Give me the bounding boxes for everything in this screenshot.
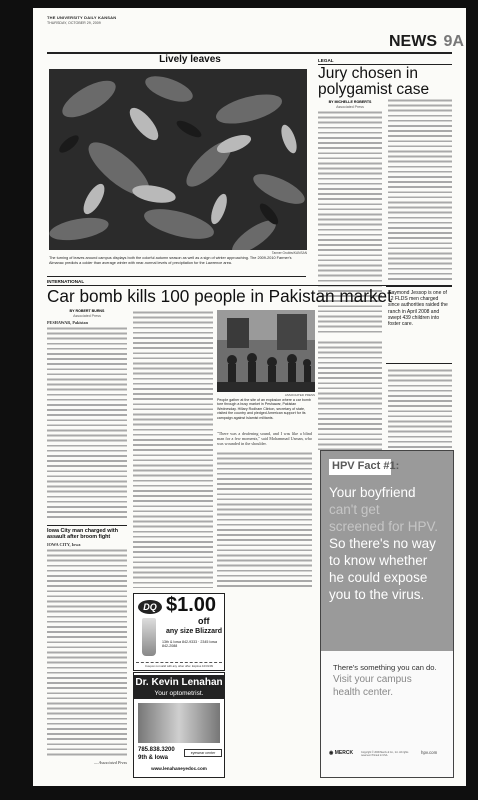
international-body-col3 bbox=[217, 451, 312, 588]
merck-logo bbox=[329, 750, 353, 756]
photo-feature-title: Lively leaves bbox=[159, 54, 221, 65]
hpv-line-5: to know whether bbox=[329, 553, 428, 568]
merck-name: MERCK bbox=[334, 750, 354, 756]
optometrist-ad[interactable] bbox=[133, 672, 225, 778]
newspaper-page bbox=[33, 8, 466, 786]
international-body-col1 bbox=[47, 326, 127, 521]
dq-price: $1.00 bbox=[166, 594, 217, 616]
international-top-rule bbox=[47, 276, 306, 277]
dq-item: any size Blizzard bbox=[166, 628, 223, 635]
photo-caption: The turning of leaves around campus displays both the colorful autumn season as well as a sign of winter approaching. The 2009-2010 Farmer's Almanac predicts a colder than average winter with near-normal levels of precipitation for the Lawrence area. bbox=[49, 256, 292, 265]
optometrist-phone: 785.838.3200 bbox=[138, 747, 175, 753]
hpv-line-7: you to the virus. bbox=[329, 587, 425, 602]
optometrist-tagline: Your optometrist. bbox=[134, 690, 224, 699]
hpv-line-4: So there's no way bbox=[329, 536, 436, 551]
hpv-line-2: can't get bbox=[329, 502, 380, 517]
dq-ad[interactable] bbox=[133, 593, 225, 671]
optometrist-brand: eyewear center bbox=[184, 749, 222, 757]
international-headline: Car bomb kills 100 people in Pakistan market bbox=[47, 286, 392, 306]
leaves-photo-art bbox=[49, 69, 307, 250]
legal-byline bbox=[318, 100, 382, 109]
hpv-ad[interactable] bbox=[320, 450, 454, 778]
hpv-website[interactable]: hpv.com bbox=[421, 750, 438, 755]
section-name: NEWS bbox=[389, 33, 437, 50]
legal-kicker: LEGAL bbox=[318, 58, 334, 63]
brief-body bbox=[47, 548, 127, 758]
eye-chart-graphic bbox=[138, 703, 220, 743]
merck-icon: ◉ bbox=[329, 750, 334, 756]
legal-byline-org: Associated Press bbox=[336, 104, 364, 109]
international-lead bbox=[47, 320, 127, 325]
optometrist-name: Dr. Kevin Lenahan bbox=[135, 677, 223, 688]
leaves-photo bbox=[49, 69, 307, 250]
hpv-line-6: he could expose bbox=[329, 570, 428, 585]
dq-logo: DQ bbox=[138, 600, 162, 614]
legal-byline-author: BY MICHELLE ROBERTS bbox=[328, 100, 372, 104]
international-quote: "There was a deafening sound, and I was like a blind man for a few moments," said Mohammad Usman, who was wounded in the shoulder. bbox=[217, 431, 312, 447]
page-number: 9A bbox=[443, 33, 464, 50]
dq-coupon: Coupon not valid with any other offer. Expires 10/31/09 bbox=[136, 662, 222, 668]
hpv-sub-1: There's something you can do. bbox=[333, 663, 437, 672]
dq-locations: 13th & Iowa 842-9333 · 2345 Iowa 842-2088 bbox=[162, 640, 217, 649]
international-byline-author: BY ROBERT BURNS bbox=[69, 309, 105, 313]
legal-headline: Jury chosen in polygamist case bbox=[318, 65, 430, 98]
hpv-line-3: screened for HPV. bbox=[329, 519, 439, 534]
international-byline-org: Associated Press bbox=[73, 313, 101, 318]
pakistan-photo bbox=[217, 310, 315, 392]
brief-headline: Iowa City man charged with assault after broom fight bbox=[47, 528, 118, 541]
section-label bbox=[389, 33, 464, 51]
legal-body-col1-bottom bbox=[318, 340, 382, 450]
optometrist-website[interactable]: www.lenahaneyedoc.com bbox=[151, 766, 207, 771]
brief-credit: — Associated Press bbox=[93, 760, 127, 765]
international-body-col2 bbox=[133, 310, 213, 588]
hpv-title: HPV Fact #1: bbox=[332, 460, 400, 472]
international-kicker: INTERNATIONAL bbox=[47, 279, 85, 284]
legal-body-col2-bottom bbox=[388, 368, 452, 450]
dq-off: off bbox=[198, 616, 210, 626]
international-dateline: PESHAWAR, Pakistan bbox=[47, 320, 88, 325]
dq-blizzard-cup bbox=[142, 618, 156, 656]
pakistan-photo-art bbox=[217, 310, 315, 392]
photo-credit: Tanner Grubbs/KANSAN bbox=[271, 251, 307, 255]
pakistan-photo-credit: ASSOCIATED PRESS bbox=[284, 393, 315, 397]
optometrist-address: 9th & Iowa bbox=[138, 755, 169, 761]
brief-rule bbox=[47, 525, 127, 526]
hpv-fine-print: Copyright © 2009 Merck & Co., Inc. All rights reserved. Printed in USA. bbox=[361, 751, 409, 757]
hpv-sub-2: Visit your campus bbox=[333, 674, 412, 685]
masthead: THE UNIVERSITY DAILY KANSAN bbox=[47, 15, 117, 20]
brief-dateline: IOWA CITY, Iowa bbox=[47, 542, 81, 547]
hpv-sub-3: health center. bbox=[333, 687, 394, 698]
hpv-line-1: Your boyfriend bbox=[329, 485, 416, 500]
legal-body-col2-top bbox=[388, 98, 452, 283]
pakistan-photo-caption: People gather at the site of an explosion where a car bomb tore through a busy market in Peshawar, Pakistan Wednesday. Hillary Rodham Clinton, secretary of state, visited the country and pledged American support for its campaign against Islamist militants. bbox=[217, 398, 311, 420]
legal-pullquote: Raymond Jessop is one of 12 FLDS men charged since authorities raided the ranch in April 2008 and swept 439 children into foster care. bbox=[388, 290, 448, 328]
issue-date: THURSDAY, OCTOBER 29, 2009 bbox=[47, 21, 101, 25]
international-byline bbox=[47, 309, 127, 318]
